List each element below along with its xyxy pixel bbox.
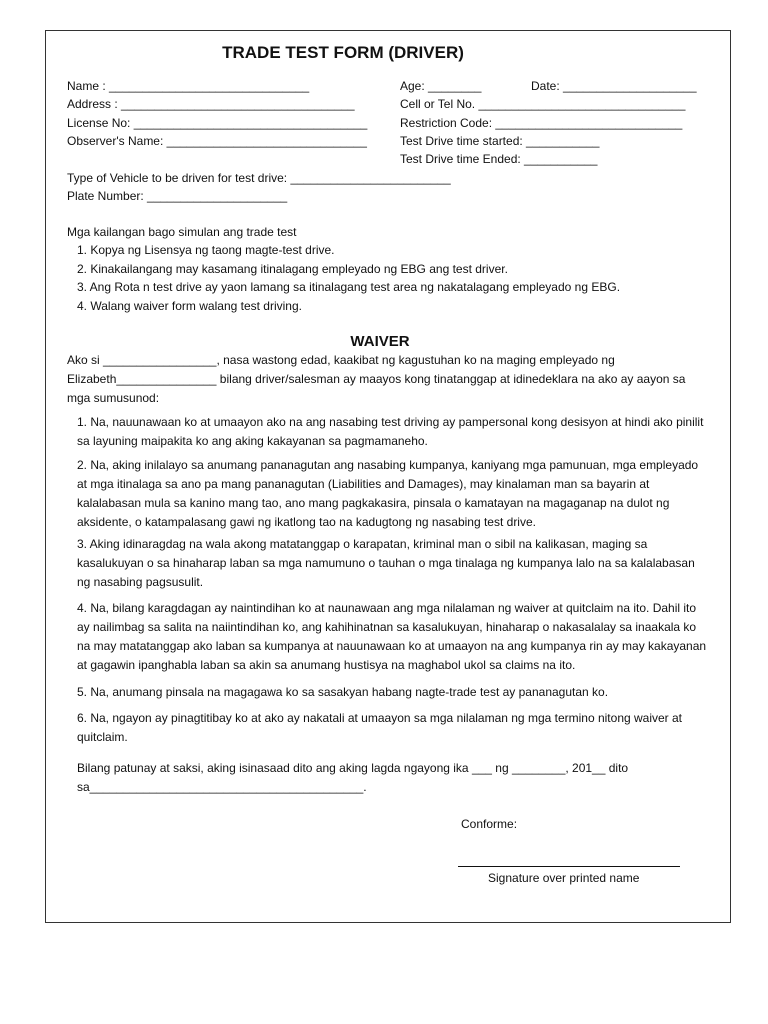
- observer-field: Observer's Name: ______________________________: [67, 134, 367, 148]
- waiver-clause: 5. Na, anumang pinsala na magagawa ko sa sasakyan habang nagte-trade test ay pananagutan ko.: [77, 685, 609, 699]
- date-field: Date: ____________________: [531, 79, 697, 93]
- attestation-text: Bilang patunay at saksi, aking isinasaad dito ang aking lagda ngayong ika ___ ng ________, 201__ dito sa_________________________________________.: [77, 761, 629, 794]
- waiver-clause: 3. Aking idinaragdag na wala akong matatanggap o karapatan, kriminal man o sibil na kalikasan, maging sa kasalukuyan o sa hinaharap laban sa mga namumuno o tauhan o mga tinalaga ng kumpanya lalo na sa kalalabasan ng nasabing pagsusulit.: [77, 537, 695, 589]
- age-field: Age: ________: [400, 79, 482, 93]
- license-field: License No: ___________________________________: [67, 116, 368, 130]
- signature-line: [458, 866, 680, 867]
- conforme-label: Conforme:: [461, 817, 518, 831]
- time-ended-field: Test Drive time Ended: ___________: [400, 152, 598, 166]
- vehicle-type-field: Type of Vehicle to be driven for test drive: ________________________: [67, 171, 451, 185]
- signature-label: Signature over printed name: [488, 871, 640, 885]
- requirements-heading: Mga kailangan bago simulan ang trade test: [67, 225, 297, 239]
- requirement-item: 2. Kinakailangang may kasamang itinalagang empleyado ng EBG ang test driver.: [77, 262, 508, 276]
- requirement-item: 4. Walang waiver form walang test driving.: [77, 299, 302, 313]
- waiver-clause: 4. Na, bilang karagdagan ay naintindihan ko at naunawaan ang mga nilalaman ng waiver at quitclaim na ito. Dahil ito ay nailimbag sa salita na naiintindihan ko, ang kahihinatnan sa kasalukuyan, hinaharap o nakasalalay sa inaakala ko na may matatanggap ako laban sa kumpanya at nauunawaan ko at umaayon na ang kumpanya rin ay may kakayanan at gagawin ipanghabla laban sa akin sa anumang hustisya na maghabol ukol sa claims na ito.: [77, 601, 707, 672]
- form-title: TRADE TEST FORM (DRIVER): [222, 43, 464, 62]
- waiver-clause: 2. Na, aking inilalayo sa anumang pananagutan ang nasabing kumpanya, kaniyang mga pamunuan, mga empleyado at mga itinalaga sa ano pa mang pananagutan (Liabilities and Damages), may kinalaman man sa bayarin at kalalabasan mula sa kanino mang tao, ano mang pagkakasira, pinsala o kamatayan na magaganap na dulot ng aksidente, o katampalasang gawi ng ikatlong tao na kadugtong ng nasabing test drive.: [77, 458, 699, 529]
- time-started-field: Test Drive time started: ___________: [400, 134, 600, 148]
- plate-number-field: Plate Number: _____________________: [67, 189, 288, 203]
- waiver-clause: 1. Na, nauunawaan ko at umaayon ako na ang nasabing test driving ay pampersonal kong desisyon at hindi ako pinilit sa layuning maipakita ko ang aking kakayanan sa pagmamaneho.: [77, 415, 704, 448]
- waiver-clause: 6. Na, ngayon ay pinagtitibay ko at ako ay nakatali at umaayon sa mga nilalaman ng mga termino nitong waiver at quitclaim.: [77, 711, 683, 744]
- address-field: Address : ___________________________________: [67, 97, 355, 111]
- name-field: Name : ______________________________: [67, 79, 310, 93]
- restriction-field: Restriction Code: ____________________________: [400, 116, 683, 130]
- waiver-intro: Ako si _________________, nasa wastong edad, kaakibat ng kagustuhan ko na maging empleyado ng Elizabeth_______________ bilang driver/salesman ay maayos kong tinatanggap at idinedeklara na ako ay aayon sa mga sumusunod:: [67, 353, 686, 405]
- requirement-item: 3. Ang Rota n test drive ay yaon lamang sa itinalagang test area ng nakatalagang empleyado ng EBG.: [77, 280, 621, 294]
- waiver-title: WAIVER: [350, 333, 410, 350]
- cell-field: Cell or Tel No. _______________________________: [400, 97, 686, 111]
- requirement-item: 1. Kopya ng Lisensya ng taong magte-test drive.: [77, 243, 335, 257]
